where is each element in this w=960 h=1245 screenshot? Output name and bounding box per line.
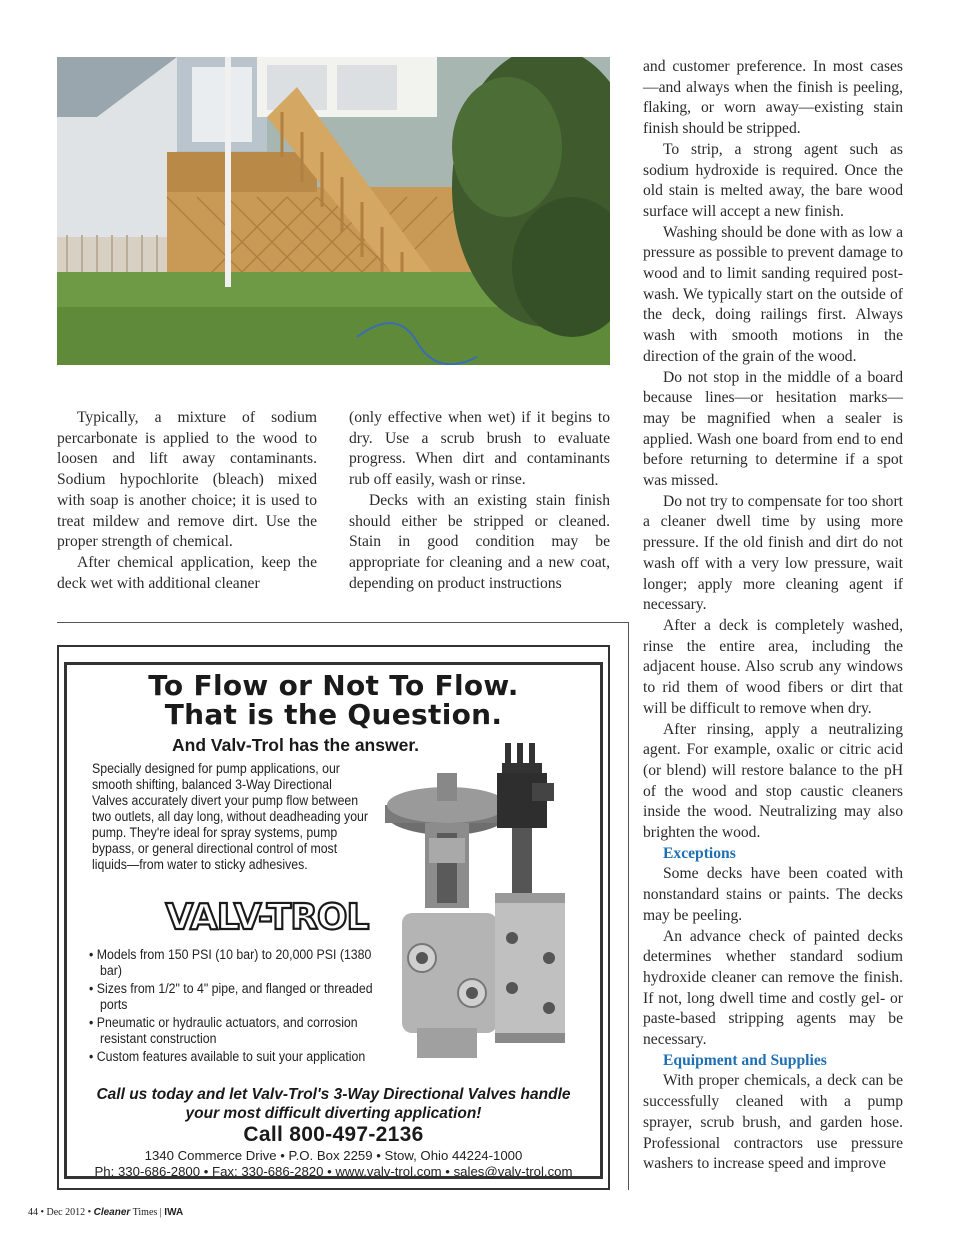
paragraph: and customer preference. In most cases—and always when the finish is peeling, flaking, or worn away—existing stain finish should be stripped. [643,58,903,138]
logo-text: VALV-TROL [165,897,369,936]
section-heading-equipment: Equipment and Supplies [663,1051,827,1069]
paragraph: Some decks have been coated with nonstandard stains or paints. The decks may be peeling. [643,865,903,924]
paragraph: After a deck is completely washed, rinse the entire area, including the adjacent house. Also scrub any windows to rid them of wood fibers or dirt that will be difficult to remove when dry. [643,616,903,717]
vertical-rule [628,622,629,1190]
article-column-1 [57,408,317,594]
footer-separator: | [159,1207,162,1218]
ad-subheadline: And Valv-Trol has the answer. [172,735,420,755]
ad-description: Specially designed for pump applications, our smooth shifting, balanced 3-Way Directional Valves accurately divert your pump flow between two outlets, all day long, without deadheading your pump. They're ideal for spray systems, pump bypass, or general directional control of most liquids—from water to sticky adhesives. [92,761,369,872]
ad-headline-line-2: That is the Question. [164,698,503,731]
list-item: • Custom features available to suit your application [89,1049,383,1065]
ad-cta-line-1: Call us today and let Valv-Trol's 3-Way Directional Valves handle [96,1086,571,1103]
page-footer [28,1207,183,1218]
ad-contact-info [67,1148,600,1180]
ad-contacts[interactable]: Ph: 330-686-2800 • Fax: 330-686-2820 • www.valv-trol.com • sales@valv-trol.com [94,1164,573,1179]
footer-page: 44 • Dec 2012 • [28,1207,92,1218]
paragraph: Do not stop in the middle of a board because lines—or hesitation marks—may be magnified when a sealer is applied. Wash one board from end to end before returning to determine if a spot was missed. [643,368,903,490]
article-column-2 [349,408,610,594]
ad-address: 1340 Commerce Drive • P.O. Box 2259 • Stow, Ohio 44224-1000 [144,1148,523,1163]
valve-product-image [377,743,599,1073]
list-item: • Sizes from 1/2" to 4" pipe, and flanged or threaded ports [89,981,383,1013]
ad-feature-list [89,947,383,1067]
paragraph: Decks with an existing stain finish should either be stripped or cleaned. Stain in good condition may be appropriate for cleaning and a new coat, depending on product instructions [349,491,610,592]
ad-headline [67,671,600,729]
paragraph: Washing should be done with as low a pressure as possible to prevent damage to wood and to limit sanding required post-wash. We typically start on the outside of the deck, doing railings first. Always wash with smooth motions in the direction of the grain of the wood. [643,223,903,365]
footer-magazine-italic: Cleaner [93,1207,131,1218]
paragraph: After chemical application, keep the deck wet with additional cleaner [57,553,317,592]
advertisement [57,645,610,1190]
footer-magazine: Times [132,1207,158,1218]
paragraph: Typically, a mixture of sodium percarbonate is applied to the wood to loosen and lift away contaminants. Sodium hypochlorite (bleach) mixed with soap is another choice; it is used to treat mildew and remove dirt. Use the proper strength of chemical. [57,409,317,551]
valv-trol-logo [162,894,372,936]
article-column-3 [643,57,903,1175]
paragraph: Do not try to compensate for too short a cleaner dwell time by using more pressure. If the old finish and dirt do not wash off with a very low pressure, wait longer; apply more cleaning agent if necessary. [643,492,903,614]
paragraph: An advance check of painted decks determines whether standard sodium hydroxide cleaner can remove the finish. If not, long dwell time and costly gel- or paste-based stripping agents may be necessary. [643,927,903,1049]
paragraph: To strip, a strong agent such as sodium hydroxide is required. Once the old stain is melted away, the bare wood surface will accept a new finish. [643,140,903,220]
list-item: • Models from 150 PSI (10 bar) to 20,000 PSI (1380 bar) [89,947,383,979]
ad-inner-border [64,662,603,1179]
ad-cta-line-2: your most difficult diverting application! [185,1105,482,1122]
horizontal-rule [57,622,629,623]
ad-headline-line-1: To Flow or Not To Flow. [148,669,519,702]
deck-photo [57,57,610,365]
paragraph: With proper chemicals, a deck can be successfully cleaned with a pump sprayer, scrub brush, and garden hose. Professional contractors use pressure washers to increase speed and improve [643,1072,903,1173]
section-heading-exceptions: Exceptions [663,844,736,862]
list-item: • Pneumatic or hydraulic actuators, and corrosion resistant construction [89,1015,383,1047]
ad-phone-number[interactable]: Call 800-497-2136 [243,1123,424,1146]
paragraph: After rinsing, apply a neutralizing agent. For example, oxalic or citric acid (or blend) will restore balance to the pH of the wood and stop caustic cleaners inside the wood. Neutralizing may also brighten the wood. [643,720,903,842]
ad-call-to-action [67,1085,600,1123]
footer-org: IWA [164,1207,184,1218]
paragraph: (only effective when wet) if it begins to dry. Use a scrub brush to evaluate progress. When dirt and contaminants rub off easily, wash or rinse. [349,409,610,489]
